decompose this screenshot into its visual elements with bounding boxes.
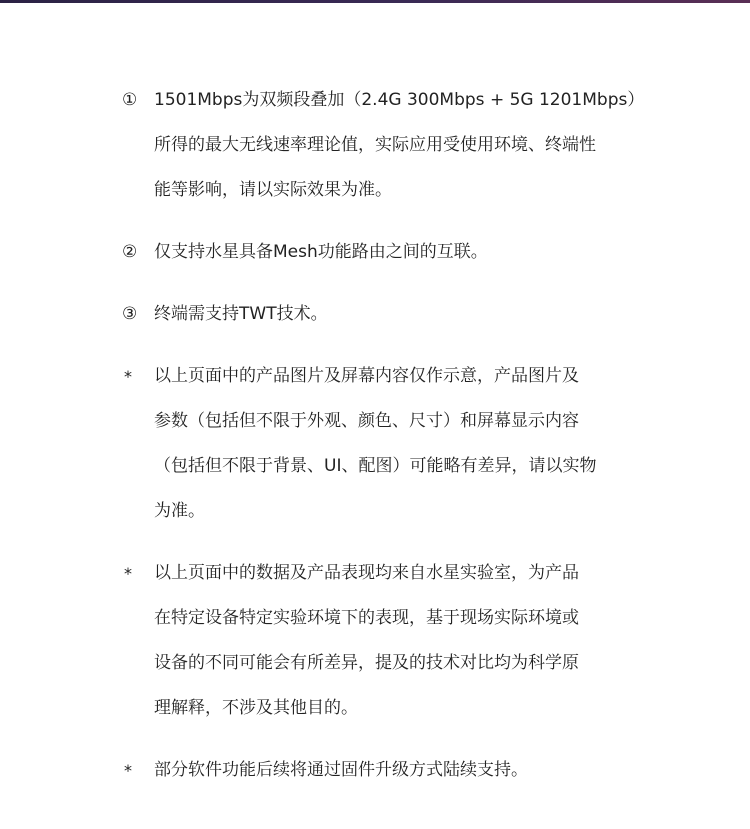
- disclaimer-line: 理解释，不涉及其他目的。: [154, 698, 358, 718]
- disclaimer-line: 参数（包括但不限于外观、颜色、尺寸）和屏幕显示内容: [154, 411, 579, 431]
- disclaimer-text: [154, 748, 644, 793]
- disclaimer-images: [0, 354, 750, 534]
- footnote-marker: ③: [122, 304, 138, 324]
- disclaimer-text: [154, 354, 644, 534]
- disclaimer-line: （包括但不限于背景、UI、配图）可能略有差异，请以实物: [154, 456, 597, 476]
- footnotes-list: [0, 78, 750, 810]
- asterisk-marker: *: [124, 367, 132, 386]
- footnote-marker: ②: [122, 242, 138, 262]
- footnote-1: [0, 78, 750, 213]
- disclaimer-text: [154, 551, 644, 731]
- footnote-line: 1501Mbps为双频段叠加（2.4G 300Mbps + 5G 1201Mbps）: [154, 90, 645, 110]
- footnote-2: [0, 230, 750, 275]
- disclaimer-line: 以上页面中的数据及产品表现均来自水星实验室，为产品: [154, 563, 579, 583]
- asterisk-marker: *: [124, 564, 132, 583]
- footnote-text: [154, 78, 644, 213]
- footnote-text: [154, 230, 644, 275]
- disclaimer-line: 部分软件功能后续将通过固件升级方式陆续支持。: [154, 760, 528, 780]
- disclaimer-firmware: [0, 748, 750, 793]
- footnote-line: 终端需支持TWT技术。: [154, 304, 328, 324]
- disclaimer-line: 以上页面中的产品图片及屏幕内容仅作示意，产品图片及: [154, 366, 579, 386]
- disclaimer-data: [0, 551, 750, 731]
- footnote-line: 仅支持水星具备Mesh功能路由之间的互联。: [154, 242, 488, 262]
- top-accent-bar: [0, 0, 750, 3]
- footnote-3: [0, 292, 750, 337]
- disclaimer-line: 为准。: [154, 501, 205, 521]
- footnote-marker: ①: [122, 90, 138, 110]
- footnote-line: 所得的最大无线速率理论值，实际应用受使用环境、终端性: [154, 135, 596, 155]
- disclaimer-line: 设备的不同可能会有所差异，提及的技术对比均为科学原: [154, 653, 579, 673]
- asterisk-marker: *: [124, 761, 132, 780]
- footnote-line: 能等影响，请以实际效果为准。: [154, 180, 392, 200]
- footnote-text: [154, 292, 644, 337]
- disclaimer-line: 在特定设备特定实验环境下的表现，基于现场实际环境或: [154, 608, 579, 628]
